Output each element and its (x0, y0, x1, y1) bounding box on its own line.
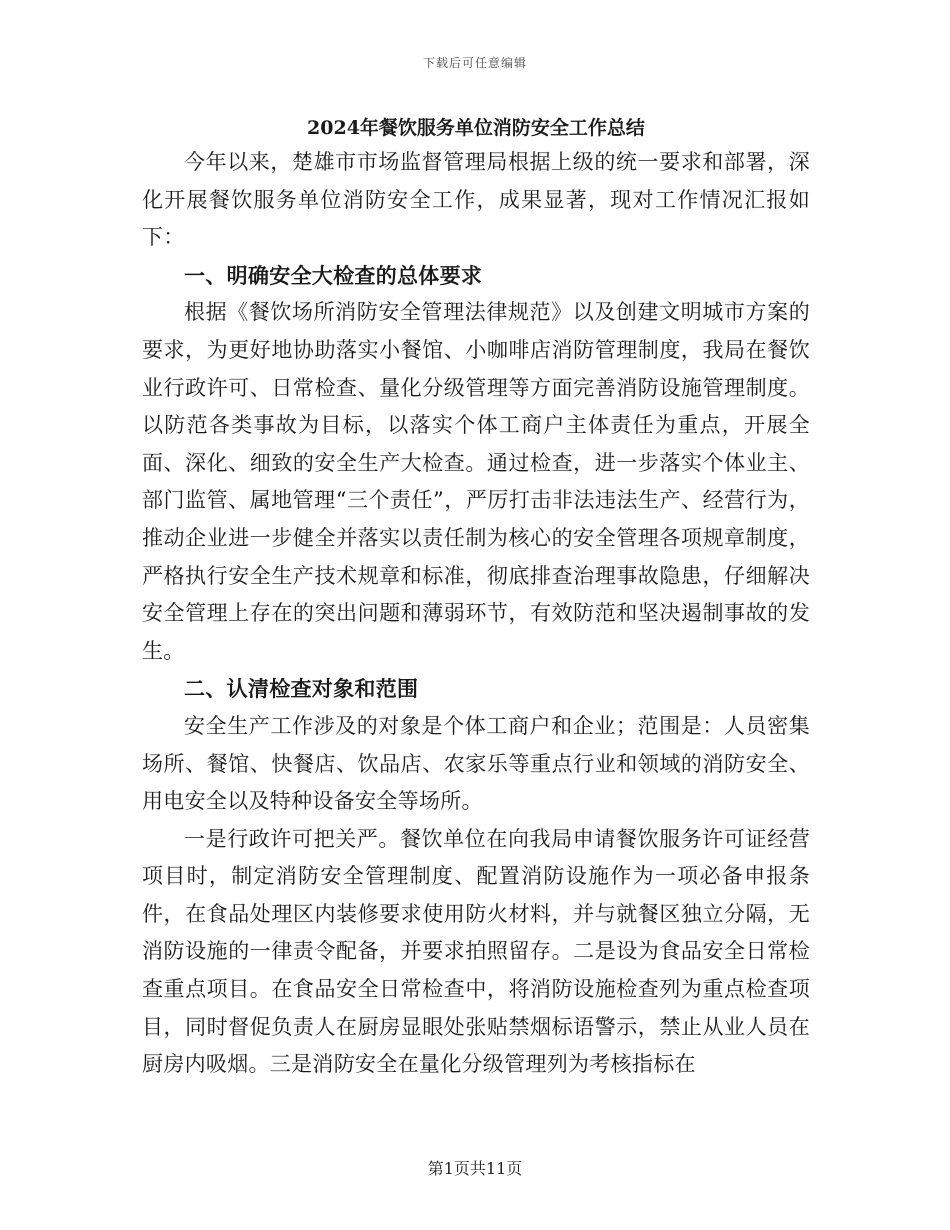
paragraph-measures: 一是行政许可把关严。餐饮单位在向我局申请餐饮服务许可证经营项目时，制定消防安全管理制度、配置消防设施作为一项必备申报条件，在食品处理区内装修要求使用防火材料，并与就餐区独立分隔，无消防设施的一律责令配备，并要求拍照留存。二是设为食品安全日常检查重点项目。在食品安全日常检查中，将消防设施检查列为重点检查项目，同时督促负责人在厨房显眼处张贴禁烟标语警示，禁止从业人员在厨房内吸烟。三是消防安全在量化分级管理列为考核指标在 (142, 826, 810, 1077)
section-heading-1: 一、明确安全大检查的总体要求 (184, 262, 483, 288)
header-note: 下载后可任意编辑 (422, 56, 527, 70)
paragraph-intro: 今年以来，楚雄市市场监督管理局根据上级的统一要求和部署，深化开展餐饮服务单位消防安全工作，成果显著，现对工作情况汇报如下： (142, 150, 810, 250)
document-title: 2024年餐饮服务单位消防安全工作总结 (307, 117, 645, 139)
section-heading-2: 二、认清检查对象和范围 (184, 676, 419, 702)
page-number: 第1页共11页 (427, 1159, 523, 1178)
document-body (142, 112, 810, 1084)
paragraph-scope: 安全生产工作涉及的对象是个体工商户和企业；范围是：人员密集场所、餐馆、快餐店、饮品店、农家乐等重点行业和领域的消防安全、用电安全以及特种设备安全等场所。 (142, 713, 810, 814)
paragraph-requirements: 根据《餐饮场所消防安全管理法律规范》以及创建文明城市方案的要求，为更好地协助落实小餐馆、小咖啡店消防管理制度，我局在餐饮业行政许可、日常检查、量化分级管理等方面完善消防设施管理制度。以防范各类事故为目标，以落实个体工商户主体责任为重点，开展全面、深化、细致的安全生产大检查。通过检查，进一步落实个体业主、部门监管、属地管理“三个责任”，严厉打击非法违法生产、经营行为，推动企业进一步健全并落实以责任制为核心的安全管理各项规章制度，严格执行安全生产技术规章和标准，彻底排查治理事故隐患，仔细解决安全管理上存在的突出问题和薄弱环节，有效防范和坚决遏制事故的发生。 (142, 300, 810, 663)
